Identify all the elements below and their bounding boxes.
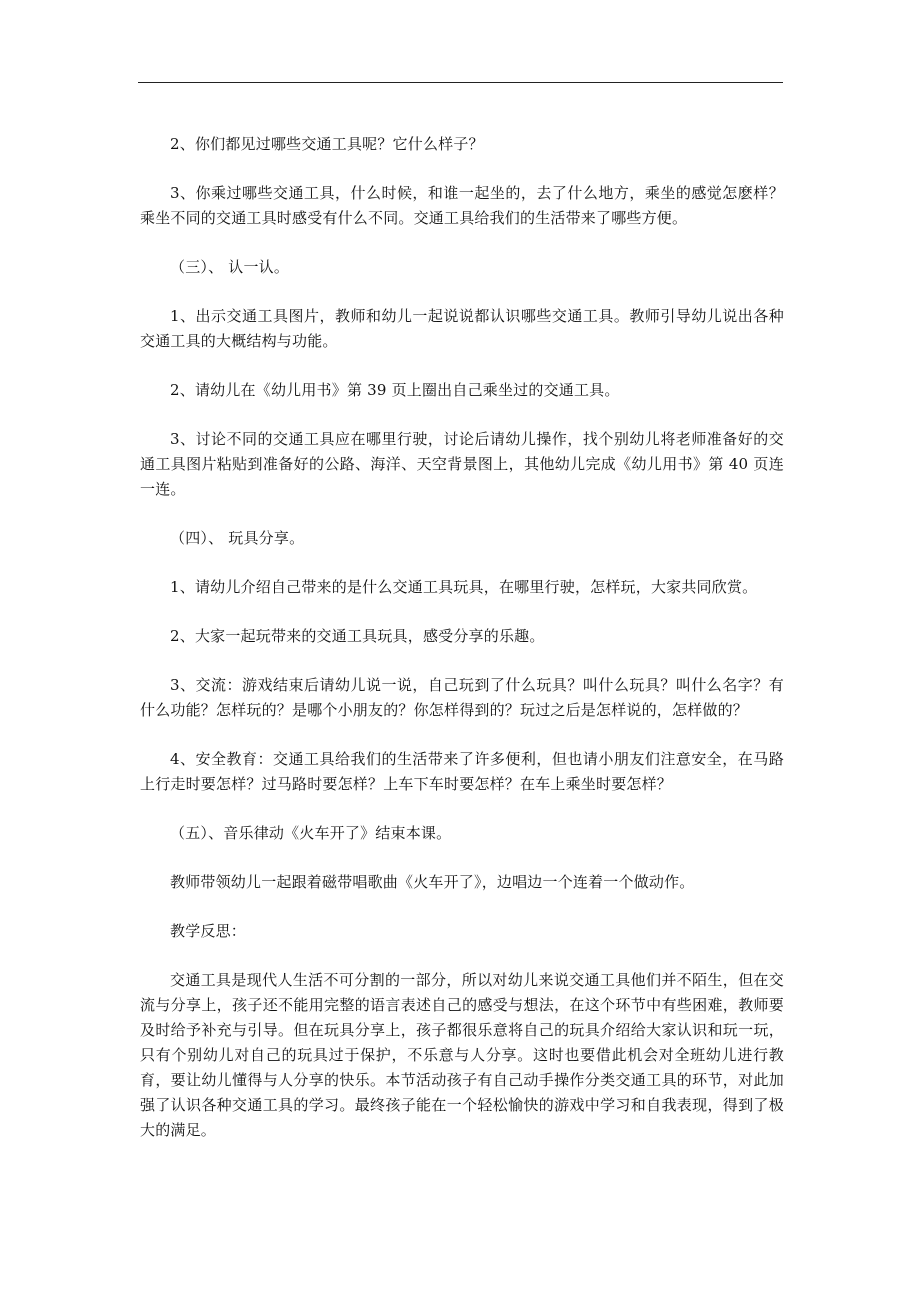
document-body [140, 132, 784, 1167]
reflection-heading: 教学反思： [170, 922, 247, 940]
paragraph-share-4: 4、安全教育：交通工具给我们的生活带来了许多便利，但也请小朋友们注意安全，在马路上行走时要怎样？过马路时要怎样？上车下车时要怎样？在车上乘坐时要怎样？ [140, 750, 784, 793]
section-heading-3: （三）、 认一认。 [170, 258, 290, 276]
paragraph-question-2: 2、你们都见过哪些交通工具呢？它什么样子？ [170, 135, 484, 153]
reflection-paragraph: 交通工具是现代人生活不可分割的一部分，所以对幼儿来说交通工具他们并不陌生，但在交流与分享上，孩子还不能用完整的语言表述自己的感受与想法，在这个环节中有些困难，教师要及时给予补充与引导。但在玩具分享上，孩子都很乐意将自己的玩具介绍给大家认识和玩一玩，只有个别幼儿对自己的玩具过于保护，不乐意与人分享。这时也要借此机会对全班幼儿进行教育，要让幼儿懂得与人分享的快乐。本节活动孩子有自己动手操作分类交通工具的环节，对此加强了认识各种交通工具的学习。最终孩子能在一个轻松愉快的游戏中学习和自我表现，得到了极大的满足。 [140, 971, 784, 1139]
section-heading-4: （四）、 玩具分享。 [170, 529, 305, 547]
header-divider [138, 82, 783, 83]
paragraph-step-1: 1、出示交通工具图片，教师和幼儿一起说说都认识哪些交通工具。教师引导幼儿说出各种交通工具的大概结构与功能。 [140, 307, 784, 350]
paragraph-question-3: 3、你乘过哪些交通工具，什么时候，和谁一起坐的，去了什么地方，乘坐的感觉怎麽样？乘坐不同的交通工具时感受有什么不同。交通工具给我们的生活带来了哪些方便。 [140, 184, 784, 227]
paragraph-step-2: 2、请幼儿在《幼儿用书》第 39 页上圈出自己乘坐过的交通工具。 [170, 381, 620, 399]
section-heading-5: （五）、音乐律动《火车开了》结束本课。 [170, 824, 452, 842]
paragraph-share-2: 2、大家一起玩带来的交通工具玩具，感受分享的乐趣。 [170, 627, 545, 645]
paragraph-step-3: 3、讨论不同的交通工具应在哪里行驶，讨论后请幼儿操作，找个别幼儿将老师准备好的交通工具图片粘贴到准备好的公路、海洋、天空背景图上，其他幼儿完成《幼儿用书》第 40 页连一连。 [140, 430, 784, 498]
paragraph-share-1: 1、请幼儿介绍自己带来的是什么交通工具玩具，在哪里行驶，怎样玩，大家共同欣赏。 [170, 578, 758, 596]
paragraph-share-3: 3、交流：游戏结束后请幼儿说一说，自己玩到了什么玩具？叫什么玩具？叫什么名字？有什么功能？怎样玩的？是哪个小朋友的？你怎样得到的？玩过之后是怎样说的，怎样做的？ [140, 676, 784, 719]
paragraph-music: 教师带领幼儿一起跟着磁带唱歌曲《火车开了》，边唱边一个连着一个做动作。 [170, 873, 695, 891]
